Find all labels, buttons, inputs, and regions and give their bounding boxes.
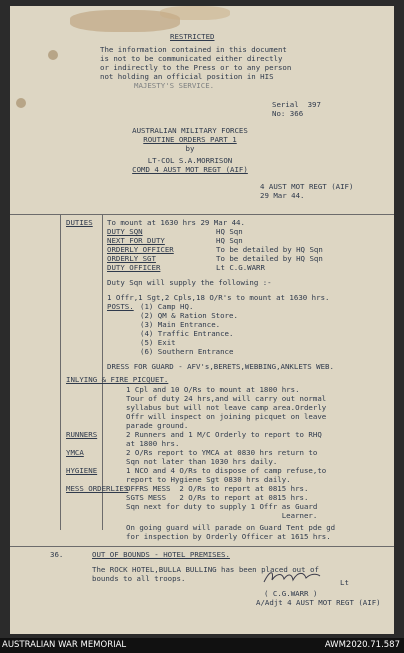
punch-hole: [48, 50, 58, 60]
inlying-line: 1 Cpl and 10 O/Rs to mount at 1800 hrs.: [126, 385, 300, 394]
section-line: Sqn not later than 1030 hrs daily.: [126, 457, 278, 466]
signature-rank: Lt: [340, 578, 349, 587]
section-line: 2 O/Rs report to YMCA at 0830 hrs return to: [126, 448, 318, 457]
post-item: (1) Camp HQ.: [140, 302, 194, 311]
post-item: (4) Traffic Entrance.: [140, 329, 234, 338]
column-rule: [60, 214, 61, 530]
warning-line: not holding an official position in HIS: [100, 72, 274, 81]
restricted-heading: RESTRICTED: [170, 32, 215, 41]
inlying-line: Tour of duty 24 hrs,and will carry out normal: [126, 394, 327, 403]
section-label: MESS ORDERLIES: [66, 484, 129, 493]
duties-mount: 1 Offr,1 Sgt,2 Cpls,18 O/R's to mount at 1630 hrs.: [107, 293, 330, 302]
inlying-label: INLYING & FIRE PICQUET.: [66, 375, 169, 384]
section-line: for inspection by Orderly Officer at 1615 hrs.: [126, 532, 331, 541]
order-number: No: 366: [272, 109, 304, 118]
section-label: YMCA: [66, 448, 84, 457]
title-line: COMD 4 AUST MOT REGT (AIF): [132, 165, 248, 174]
column-rule: [102, 214, 103, 530]
inlying-line: parade ground.: [126, 421, 189, 430]
handwritten-signature: [262, 568, 322, 586]
section-line: On going guard will parade on Guard Tent pde gd: [126, 523, 336, 532]
section-line: report to Hygiene Sgt 0830 hrs daily.: [126, 475, 291, 484]
footer-accession-number: AWM2020.71.587: [324, 640, 400, 650]
warning-line: MAJESTY'S SERVICE.: [134, 81, 215, 90]
rule-line: [10, 214, 394, 215]
posts-label: POSTS.: [107, 302, 134, 311]
unit-name: 4 AUST MOT REGT (AIF): [260, 182, 354, 191]
footer-bar: [0, 638, 404, 653]
post-item: (5) Exit: [140, 338, 176, 347]
post-item: (2) QM & Ration Store.: [140, 311, 238, 320]
document-page: [10, 6, 394, 634]
section-line: 2 Runners and 1 M/C Orderly to report to RHQ: [126, 430, 322, 439]
title-line: LT-COL S.A.MORRISON: [147, 156, 233, 165]
rule-line: [10, 546, 394, 547]
section-label: RUNNERS: [66, 430, 98, 439]
paper-stain: [160, 6, 230, 20]
item-number: 36.: [50, 550, 64, 559]
section-label: HYGIENE: [66, 466, 98, 475]
item-line: The ROCK HOTEL,BULLA BULLING has been placed out of: [92, 565, 319, 574]
title-line: ROUTINE ORDERS PART 1: [143, 135, 237, 144]
duties-supply: Duty Sqn will supply the following :-: [107, 278, 272, 287]
duty-value: To be detailed by HQ Sqn: [216, 254, 323, 263]
order-date: 29 Mar 44.: [260, 191, 305, 200]
title-line: AUSTRALIAN MILITARY FORCES: [132, 126, 248, 135]
signature-name: ( C.G.WARR ): [264, 589, 318, 598]
post-item: (6) Southern Entrance: [140, 347, 234, 356]
section-line: 1 NCO and 4 O/Rs to dispose of camp refuse,to: [126, 466, 327, 475]
serial-number: Serial 397: [272, 100, 321, 109]
duty-value: Lt C.G.WARR: [216, 263, 265, 272]
section-line: OFFRS MESS 2 O/Rs to report at 0815 hrs.: [126, 484, 309, 493]
duties-intro: To mount at 1630 hrs 29 Mar 44.: [107, 218, 245, 227]
section-line: Learner.: [126, 511, 318, 520]
title-line: by: [185, 144, 195, 153]
section-line: at 1800 hrs.: [126, 439, 180, 448]
duty-role: NEXT FOR DUTY: [107, 236, 165, 245]
duty-role: ORDERLY OFFICER: [107, 245, 174, 254]
warning-line: or indirectly to the Press or to any person: [100, 63, 292, 72]
footer-source: AUSTRALIAN WAR MEMORIAL: [2, 640, 127, 650]
duty-value: HQ Sqn: [216, 227, 243, 236]
signature-title: A/Adjt 4 AUST MOT REGT (AIF): [256, 598, 381, 607]
warning-line: is not to be communicated either directly: [100, 54, 283, 63]
item-line: bounds to all troops.: [92, 574, 186, 583]
duty-role: DUTY OFFICER: [107, 263, 161, 272]
inlying-line: syllabus but will not leave camp area.Orderly: [126, 403, 327, 412]
warning-line: The information contained in this document: [100, 45, 287, 54]
duty-value: HQ Sqn: [216, 236, 243, 245]
post-item: (3) Main Entrance.: [140, 320, 221, 329]
punch-hole: [16, 98, 26, 108]
section-line: SGTS MESS 2 O/Rs to report at 0815 hrs.: [126, 493, 309, 502]
duty-role: ORDERLY SGT: [107, 254, 156, 263]
dress-for-guard: DRESS FOR GUARD - AFV's,BERETS,WEBBING,ANKLETS WEB.: [107, 362, 334, 371]
duties-label: DUTIES: [66, 218, 93, 227]
duty-role: DUTY SQN: [107, 227, 143, 236]
inlying-line: Offr will inspect on joining picquet on leave: [126, 412, 327, 421]
duty-value: To be detailed by HQ Sqn: [216, 245, 323, 254]
section-line: Sqn next for duty to supply 1 Offr as Guard: [126, 502, 318, 511]
item-heading: OUT OF BOUNDS - HOTEL PREMISES.: [92, 550, 230, 559]
